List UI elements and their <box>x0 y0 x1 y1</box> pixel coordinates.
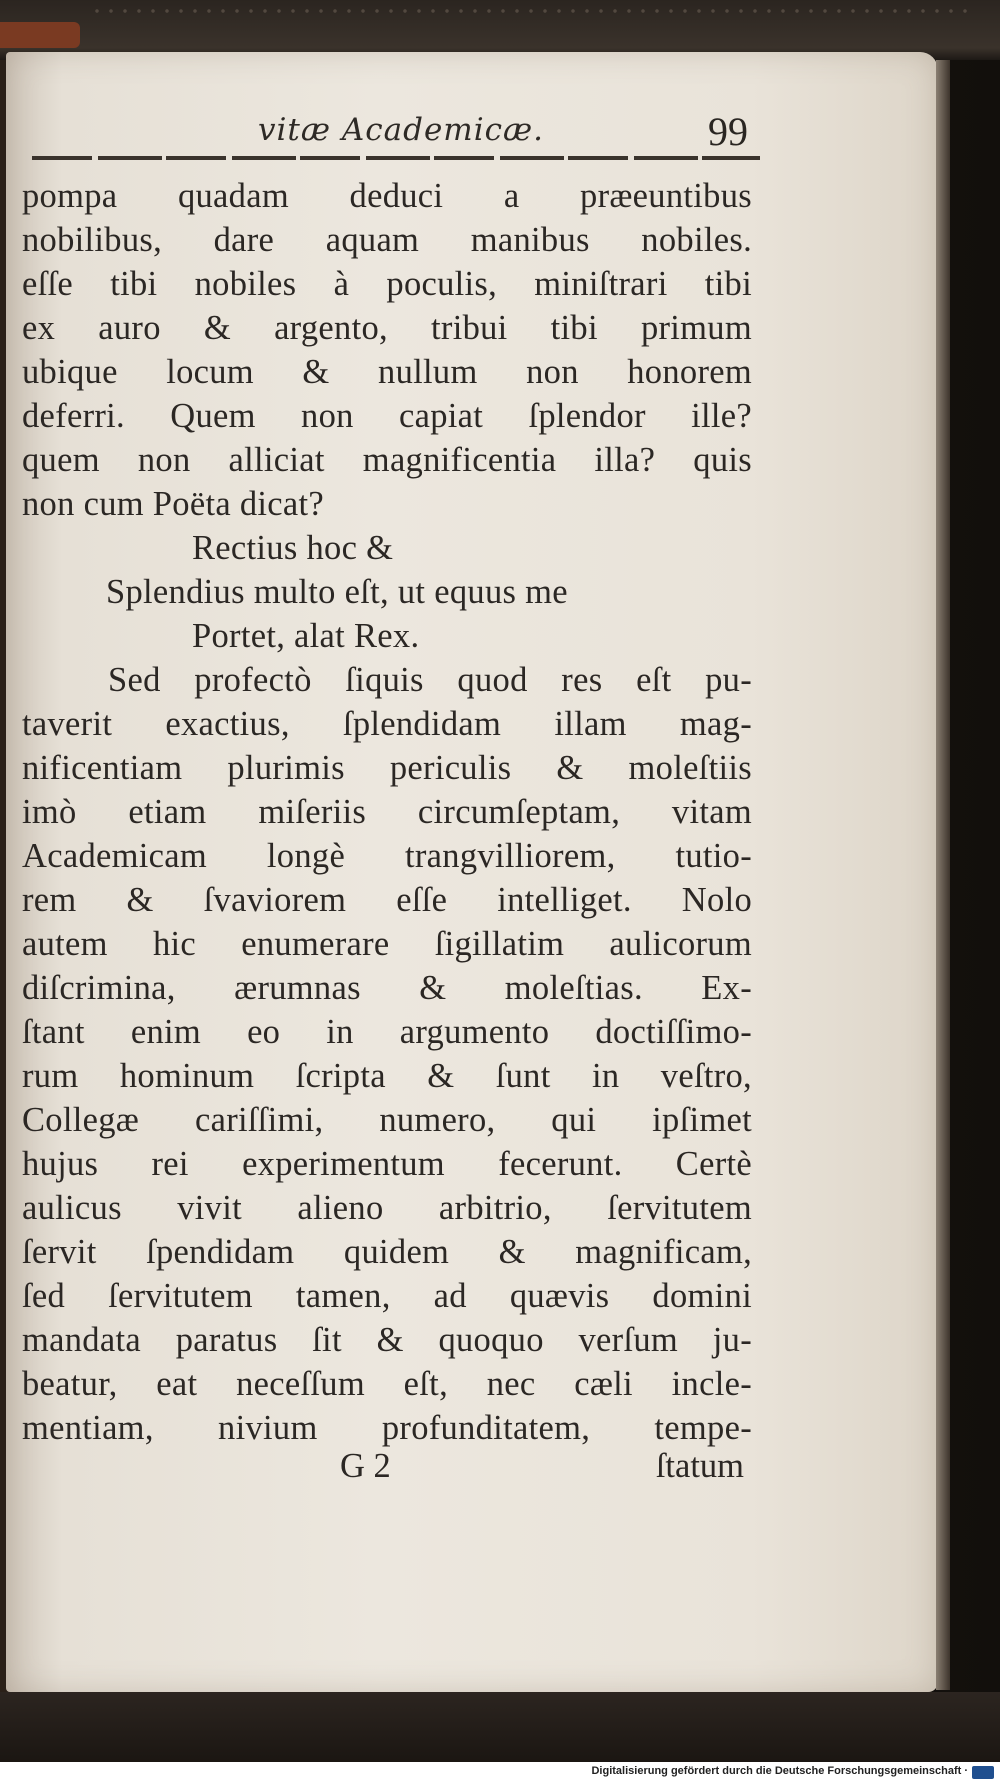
text-line: pompa quadam deduci a præeuntibus <box>22 177 752 215</box>
text-line: mentiam, nivium profunditatem, tempe- <box>22 1409 752 1447</box>
text-line: eſſe tibi nobiles à poculis, miniſtrari tibi <box>22 265 752 303</box>
verse-line: Portet, alat Rex. <box>192 617 420 655</box>
digitization-credit: Digitalisierung gefördert durch die Deutsche Forschungsgemeinschaft · <box>591 1765 968 1777</box>
text-line: non cum Poëta dicat? <box>22 485 325 523</box>
text-line: ubique locum & nullum non honorem <box>22 353 752 391</box>
text-line: nobilibus, dare aquam manibus nobiles. <box>22 221 752 259</box>
page-number: 99 <box>708 109 748 154</box>
paragraph-start-line: Sed profectò ſiquis quod res eſt pu- <box>108 661 752 699</box>
text-line: quem non alliciat magnificentia illa? quis <box>22 441 752 479</box>
text-line: nificentiam plurimis periculis & moleſtiis <box>22 749 752 787</box>
text-line: aulicus vivit alieno arbitrio, ſervitutem <box>22 1189 752 1227</box>
text-line: ſervit ſpendidam quidem & magnificam, <box>22 1233 752 1271</box>
page-footer <box>22 1444 752 1488</box>
text-line: ſtant enim eo in argumento doctiſſimo- <box>22 1013 752 1051</box>
text-line: rum hominum ſcripta & ſunt in veſtro, <box>22 1057 752 1095</box>
verse-line: Splendius multo eſt, ut equus me <box>106 573 568 611</box>
dfg-logo-icon <box>972 1766 994 1779</box>
binding-dots <box>90 8 970 14</box>
book-bottom-edge <box>0 1692 1000 1762</box>
text-line: imò etiam miſeriis circumſeptam, vitam <box>22 793 752 831</box>
text-line: diſcrimina, ærumnas & moleſtias. Ex- <box>22 969 752 1007</box>
catchword: ſtatum <box>655 1447 744 1485</box>
text-line: mandata paratus ſit & quoquo verſum ju- <box>22 1321 752 1359</box>
header-rule <box>32 156 760 160</box>
page-right-edge <box>936 60 950 1690</box>
text-line: deferri. Quem non capiat ſplendor ille? <box>22 397 752 435</box>
text-line: ex auro & argento, tribui tibi primum <box>22 309 752 347</box>
signature-mark: G 2 <box>340 1447 391 1485</box>
verse-line: Rectius hoc & <box>192 529 394 567</box>
text-line: Collegæ cariſſimi, numero, qui ipſimet <box>22 1101 752 1139</box>
text-line: autem hic enumerare ſigillatim aulicorum <box>22 925 752 963</box>
text-line: rem & ſvaviorem eſſe intelliget. Nolo <box>22 881 752 919</box>
color-tab-marker <box>0 22 80 48</box>
book-top-edge <box>0 0 1000 60</box>
text-line: hujus rei experimentum fecerunt. Certè <box>22 1145 752 1183</box>
text-line: ſed ſervitutem tamen, ad quævis domini <box>22 1277 752 1315</box>
page-header <box>18 109 758 164</box>
text-line: Academicam longè trangvilliorem, tutio- <box>22 837 752 875</box>
text-line: taverit exactius, ſplendidam illam mag- <box>22 705 752 743</box>
credit-bar <box>0 1762 1000 1784</box>
body-text <box>22 174 752 1450</box>
text-line: beatur, eat neceſſum eſt, nec cæli incle- <box>22 1365 752 1403</box>
running-head: vitæ Academicæ. <box>258 112 544 148</box>
